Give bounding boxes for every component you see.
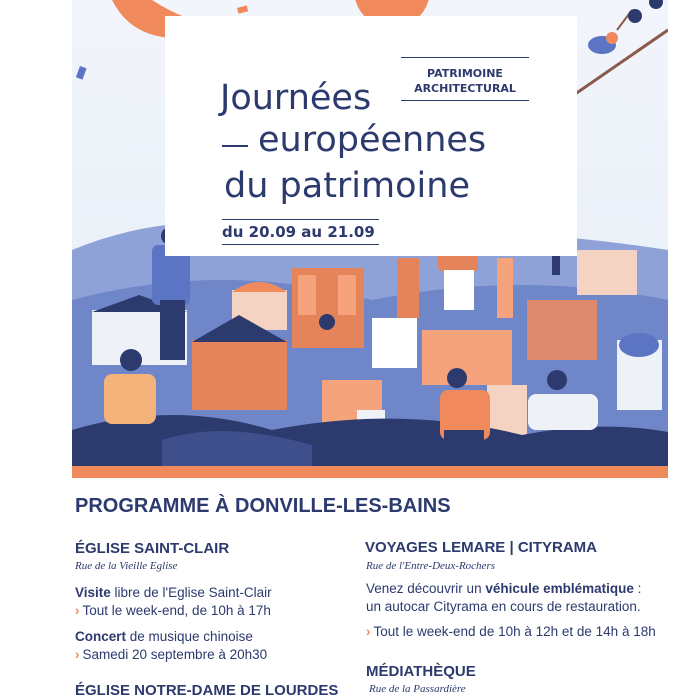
- chevron-right-icon: ›: [75, 603, 80, 618]
- event-schedule: [366, 624, 656, 639]
- place-title-voyages-lemare: VOYAGES LEMARE | CITYRAMA: [365, 539, 598, 556]
- event-description: [75, 585, 272, 600]
- event-type: Concert: [75, 629, 127, 644]
- place-title-mediatheque: MÉDIATHÈQUE: [366, 663, 476, 680]
- place-title-eglise-saint-clair: ÉGLISE SAINT-CLAIR: [75, 540, 230, 557]
- title-line-1: Journées: [220, 78, 372, 118]
- place-address: Rue de l'Entre-Deux-Rochers: [366, 560, 496, 572]
- chevron-right-icon: ›: [366, 624, 371, 639]
- place-address: Rue de la Passardière: [369, 683, 466, 695]
- chevron-right-icon: ›: [75, 647, 80, 662]
- event-time: Tout le week-end de 10h à 12h et de 14h à 18h: [373, 624, 656, 639]
- event-detail: :: [633, 581, 642, 596]
- place-address: Rue de la Vieille Eglise: [75, 560, 178, 572]
- event-type: Visite: [75, 585, 111, 600]
- title-line-3: du patrimoine: [224, 166, 470, 206]
- tag-line-1: PATRIMOINE: [427, 67, 503, 80]
- event-detail: de musique chinoise: [126, 629, 253, 644]
- event-description: [366, 581, 641, 596]
- place-title-notre-dame: ÉGLISE NOTRE-DAME DE LOURDES: [75, 682, 339, 699]
- tag-line-2: ARCHITECTURAL: [414, 82, 516, 95]
- event-schedule: [75, 647, 267, 662]
- event-schedule: [75, 603, 271, 618]
- event-time: Tout le week-end, de 10h à 17h: [82, 603, 271, 618]
- event-dates: du 20.09 au 21.09: [222, 219, 379, 245]
- event-detail: libre de l'Eglise Saint-Clair: [110, 585, 272, 600]
- event-description: un autocar Cityrama en cours de restauration.: [366, 599, 641, 614]
- programme-title: PROGRAMME À DONVILLE-LES-BAINS: [75, 495, 451, 517]
- event-description: [75, 629, 253, 644]
- title-line-2: européennes: [258, 120, 487, 160]
- event-highlight: véhicule emblématique: [485, 581, 634, 596]
- event-time: Samedi 20 septembre à 20h30: [82, 647, 268, 662]
- event-detail: Venez découvrir un: [366, 581, 486, 596]
